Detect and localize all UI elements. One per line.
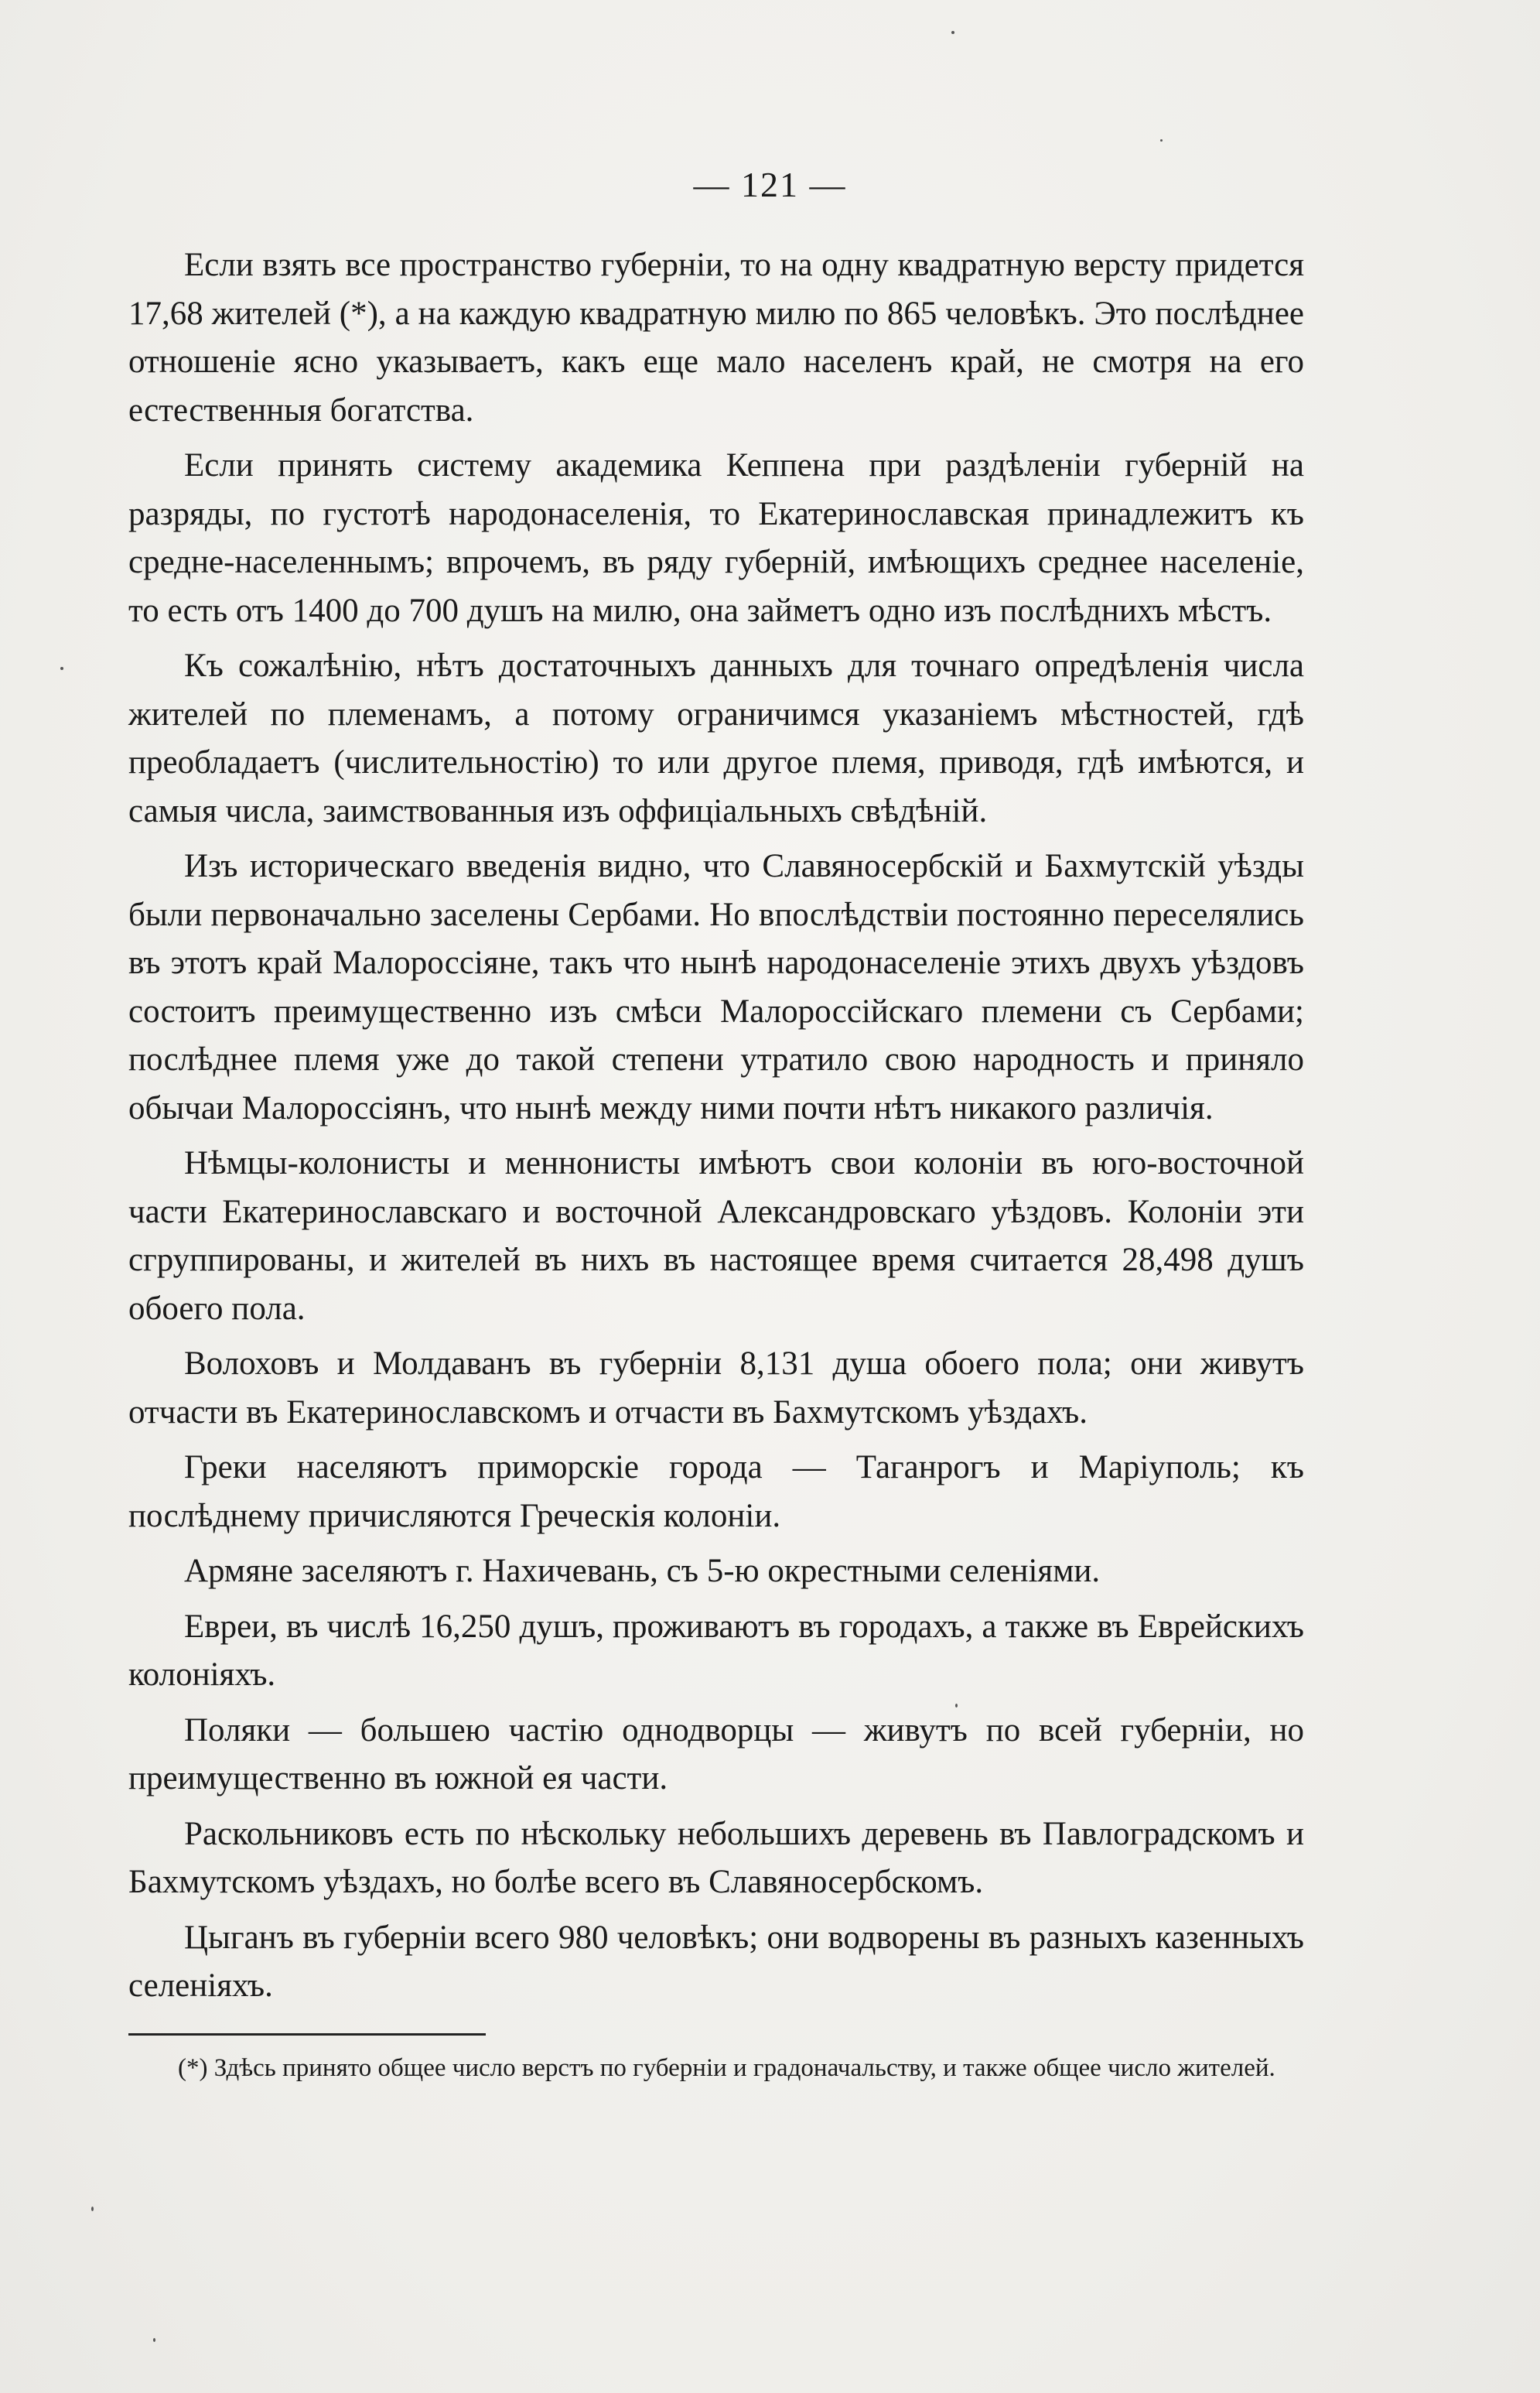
paragraph-volokhs-moldavans: Волоховъ и Молдаванъ въ губерніи 8,131 душа обоего пола; они живутъ отчасти въ Екатеринославскомъ и отчасти въ Бахмутскомъ уѣздахъ. [128,1345,1304,1431]
scan-speck [1160,139,1163,142]
paragraph-poles: Поляки — большею частію однодворцы — живутъ по всей губерніи, но преимущественно въ южной ея части. [128,1711,1304,1796]
paragraph-population-density: Если взять все пространство губерніи, то на одну квадратную версту придется 17,68 жителей (*), а на каждую квадратную милю по 865 человѣкъ. Это послѣднее отношеніе ясно указываетъ, какъ еще мало населенъ край, не смотря на его естественныя богатства. [128,247,1304,429]
footnote: (*) Здѣсь принято общее число верстъ по губерніи и градоначальству, и также общее число жителей. [178,2054,1275,2082]
paragraph-gypsies: Цыганъ въ губерніи всего 980 человѣкъ; они водворены въ разныхъ казенныхъ селеніяхъ. [128,1919,1304,2004]
paragraph-german-colonists: Нѣмцы-колонисты и меннонисты имѣютъ свои колоніи въ юго-восточной части Екатеринославскаго и восточной Александровскаго уѣздовъ. Колоніи эти сгруппированы, и жителей въ нихъ въ настоящее время считается 28,498 душъ обоего пола. [128,1145,1304,1327]
paragraph-armenians: Армяне заселяютъ г. Нахичевань, съ 5-ю окрестными селеніями. [184,1553,1101,1589]
paragraph-greeks: Греки населяютъ приморскіе города — Таганрогъ и Маріуполь; къ послѣднему причисляются Греческія колоніи. [128,1449,1304,1534]
paragraph-tribes-data: Къ сожалѣнію, нѣтъ достаточныхъ данныхъ для точнаго опредѣленія числа жителей по племенамъ, а потому ограничимся указаніемъ мѣстностей, гдѣ преобладаетъ (числительностію) то или другое племя, приводя, гдѣ имѣются, и самыя числа, заимствованныя изъ оффиціальныхъ свѣдѣній. [128,648,1304,829]
page-number: — 121 — [693,165,847,204]
scan-speck [91,2207,94,2211]
scan-speck [951,31,954,34]
scan-speck [153,2338,155,2342]
paragraph-serbs-malorossians: Изъ историческаго введенія видно, что Славяносербскій и Бахмутскій уѣзды были первоначально заселены Сербами. Но впослѣдствіи постоянно переселялись въ этотъ край Малороссіяне, такъ что нынѣ народонаселеніе этихъ двухъ уѣздовъ состоитъ преимущественно изъ смѣси Малороссійскаго племени съ Сербами; послѣднее племя уже до такой степени утратило свою народность и приняло обычаи Малороссіянъ, что нынѣ между ними почти нѣтъ никакого различія. [128,848,1304,1126]
scan-speck [60,667,63,670]
body-text [128,241,1304,2018]
paragraph-old-believers: Раскольниковъ есть по нѣскольку небольшихъ деревень въ Павлоградскомъ и Бахмутскомъ уѣздахъ, но болѣе всего въ Славяносербскомъ. [128,1815,1304,1900]
paragraph-keppen-system: Если принять систему академика Кеппена при раздѣленіи губерній на разряды, по густотѣ народонаселенія, то Екатеринославская принадлежитъ къ средне-населеннымъ; впрочемъ, въ ряду губерній, имѣющихъ среднее населеніе, то есть отъ 1400 до 700 душъ на милю, она займетъ одно изъ послѣднихъ мѣстъ. [128,447,1304,629]
paragraph-jews: Евреи, въ числѣ 16,250 душъ, проживаютъ въ городахъ, а также въ Еврейскихъ колоніяхъ. [128,1608,1304,1693]
scan-speck [955,1704,958,1708]
footnote-divider [128,2033,486,2036]
